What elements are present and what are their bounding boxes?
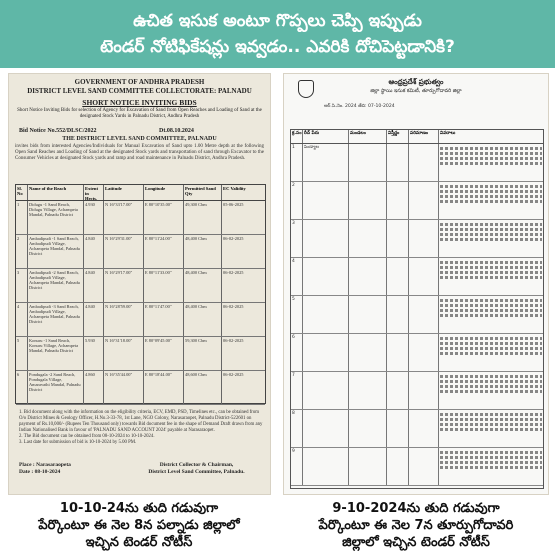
illegible-text-line xyxy=(440,428,542,431)
cell-no: 3 xyxy=(291,220,303,257)
cell-reach: Ambadipudi -2 Sand Reach, Ambadipudi Village, Achampeta Mandal, Palnadu District xyxy=(28,269,84,302)
cell-latitude: N 16°33'17.00" xyxy=(104,201,144,234)
cell-extent: 4.930 xyxy=(84,201,104,234)
illegible-text-line xyxy=(440,314,542,317)
east-godavari-tender-notice-image xyxy=(283,73,549,495)
illegible-text-line xyxy=(440,276,542,279)
table-row xyxy=(291,220,543,258)
cell-details xyxy=(439,144,543,181)
signatory-1: District Collector & Chairman, xyxy=(159,462,234,468)
cell-qty xyxy=(409,296,439,333)
place: Place : Narasaraopeta xyxy=(19,462,71,468)
cell-qty: 48,400 Cbm xyxy=(184,235,222,268)
illegible-text-line xyxy=(440,337,542,340)
headline-line-2: టెండర్ నోటిఫికేషన్లు ఇవ్వడం.. ఎవరికి దోచిపెట్టడానికి? xyxy=(100,37,455,57)
cell-mandal xyxy=(349,258,387,295)
caption-left-line-2: పేర్కొంటూ ఈ నెల 8న పల్నాడు జిల్లాలో xyxy=(38,518,240,533)
cell-mandal xyxy=(349,182,387,219)
cell-qty xyxy=(409,220,439,257)
caption-left xyxy=(0,500,278,551)
cell-no: 7 xyxy=(291,372,303,409)
signature-block xyxy=(129,462,264,476)
note-2: 2. The Bid document can be obtained from 08-10-2024 to 10-10-2024. xyxy=(19,434,155,439)
cell-ec: 06-02-2025 xyxy=(223,304,244,309)
signatory-2: District Level Sand Committee, Palnadu. xyxy=(148,469,245,475)
cell-sl: 3 xyxy=(16,269,28,302)
cell-details xyxy=(439,410,543,447)
cell-mandal xyxy=(349,144,387,181)
notice-subtitle-telugu: జిల్లా స్థాయి ఇసుక కమిటీ, తూర్పుగోదావరి జిల్లా xyxy=(370,88,462,94)
caption-right-line-1: 9-10-2024ను తుది గడువుగా xyxy=(332,501,500,516)
illegible-text-line xyxy=(440,423,542,426)
cell-longitude: E 80°10'35.00" xyxy=(144,201,184,234)
table-row xyxy=(16,303,265,337)
cell-details xyxy=(439,334,543,371)
cell-latitude: N 16°35'44.00" xyxy=(104,371,144,404)
cell-sl: 5 xyxy=(16,337,28,370)
cell-qty: 48,400 Cbm xyxy=(184,269,222,302)
cell-qty xyxy=(409,258,439,295)
illegible-text-line xyxy=(440,147,542,150)
notice-government: GOVERNMENT OF ANDHRA PRADESH xyxy=(74,78,205,86)
cell-latitude: N 16°28'59.00" xyxy=(104,303,144,336)
cell-reach: Didugu -1 Sand Reach, Didugu Village, Achampeta Mandal, Palnadu District xyxy=(28,201,84,234)
committee-name: THE DISTRICT LEVEL SAND COMMITTEE, PALNADU xyxy=(62,136,217,142)
cell-name: పెండ్యాల xyxy=(303,144,349,181)
illegible-text-line xyxy=(440,451,542,454)
table-row xyxy=(16,371,265,405)
cell-longitude: E 80°18'44.00" xyxy=(144,371,184,404)
illegible-text-line xyxy=(440,342,542,345)
col-name: రీచ్ పేరు xyxy=(303,130,349,143)
cell-details xyxy=(439,296,543,333)
table-header xyxy=(16,185,265,201)
note-3: 3. Last date for submission of bid is 10-10-2024 by 5.00 PM. xyxy=(19,440,137,445)
table-row xyxy=(16,269,265,303)
cell-no: 9 xyxy=(291,448,303,485)
col-longitude: Longitude xyxy=(144,185,184,200)
bid-date: Dt.08.10.2024 xyxy=(159,128,194,134)
table-row xyxy=(291,448,543,486)
illegible-text-line xyxy=(440,271,542,274)
cell-extent xyxy=(387,220,409,257)
cell-ec: 06-02-2025 xyxy=(223,338,244,343)
cell-no: 1 xyxy=(291,144,303,181)
table-header xyxy=(291,130,543,144)
col-extent: విస్తీర్ణం xyxy=(387,130,409,143)
illegible-text-line xyxy=(440,228,542,231)
col-latitude: Latitude xyxy=(104,185,144,200)
table-row xyxy=(16,235,265,269)
illegible-text-line xyxy=(440,185,542,188)
cell-extent: 4.840 xyxy=(84,269,104,302)
table-row xyxy=(291,144,543,182)
illegible-text-line xyxy=(440,466,542,469)
cell-mandal xyxy=(349,372,387,409)
cell-extent xyxy=(387,334,409,371)
cell-extent: 4.840 xyxy=(84,235,104,268)
headline-line-1: ఉచిత ఇసుక అంటూ గొప్పలు చెప్పి ఇప్పుడు xyxy=(133,11,422,31)
illegible-text-line xyxy=(440,352,542,355)
illegible-text-line xyxy=(440,299,542,302)
cell-reach: Konuru -1 Sand Reach, Konuru Village, Achampeta Mandal, Palnadu District xyxy=(28,337,84,370)
col-extent: Extent in Hects. xyxy=(84,185,104,200)
cell-ec: 06-02-2025 xyxy=(223,372,244,377)
cell-no: 2 xyxy=(291,182,303,219)
col-mandal: మండలం xyxy=(349,130,387,143)
cell-qty xyxy=(409,448,439,485)
cell-ec: 06-02-2025 xyxy=(223,236,244,241)
cell-no: 4 xyxy=(291,258,303,295)
col-ec: EC Validity xyxy=(223,186,246,191)
cell-extent xyxy=(387,182,409,219)
illegible-text-line xyxy=(440,309,542,312)
table-row xyxy=(291,182,543,220)
cell-extent xyxy=(387,144,409,181)
cell-ec: 06-02-2025 xyxy=(223,270,244,275)
cell-qty: 48,600 Cbm xyxy=(184,371,222,404)
illegible-text-line xyxy=(440,456,542,459)
notice-reference: ఆర్.సి.నెం. 2024 తేది: 07-10-2024 xyxy=(324,104,395,109)
cell-latitude: N 16°29'17.00" xyxy=(104,269,144,302)
cell-details xyxy=(439,220,543,257)
notice-notes xyxy=(19,410,264,446)
cell-name xyxy=(303,258,349,295)
table-row xyxy=(16,337,265,371)
illegible-text-line xyxy=(440,461,542,464)
cell-ec: 05-06-2025 xyxy=(223,202,244,207)
cell-details xyxy=(439,372,543,409)
illegible-text-line xyxy=(440,347,542,350)
cell-extent xyxy=(387,372,409,409)
cell-qty: 59,300 Cbm xyxy=(184,337,222,370)
illegible-text-line xyxy=(440,390,542,393)
notice-body: invites bids from interested Agencies/Individuals for Manual Excavation of Sand upto 1.00 Metre depth at the following Open Sand Reaches and Loading of Sand at the designated Stock yards and transportation of sand through Excavator to the Consumer Vehicles at designated Stock yards and ramp and road maintenance in Palnadu District, Andhra Pradesh. xyxy=(15,144,264,161)
cell-longitude: E 80°11'33.00" xyxy=(144,269,184,302)
bid-number: Bid Notice No.552/DLSC/2022 xyxy=(19,128,97,134)
col-sl: Sl. No xyxy=(16,185,28,200)
illegible-text-line xyxy=(440,385,542,388)
cell-longitude: E 80°11'47.00" xyxy=(144,303,184,336)
cell-latitude: N 16°29'31.00" xyxy=(104,235,144,268)
cell-extent xyxy=(387,448,409,485)
table-row xyxy=(291,372,543,410)
illegible-text-line xyxy=(440,418,542,421)
headline-banner xyxy=(0,0,555,68)
reaches-table xyxy=(15,184,266,404)
illegible-text-line xyxy=(440,157,542,160)
cell-extent xyxy=(387,410,409,447)
cell-qty xyxy=(409,410,439,447)
cell-no: 5 xyxy=(291,296,303,333)
cell-extent: 4.840 xyxy=(84,303,104,336)
cell-name xyxy=(303,372,349,409)
illegible-text-line xyxy=(440,200,542,203)
caption-left-line-3: ఇచ్చిన టెండర్ నోటీస్ xyxy=(85,535,193,550)
cell-extent xyxy=(387,296,409,333)
table-row xyxy=(291,258,543,296)
cell-extent: 5.930 xyxy=(84,337,104,370)
illegible-text-line xyxy=(440,304,542,307)
cell-qty: 48,400 Cbm xyxy=(184,303,222,336)
cell-reach: Pondugala -2 Sand Reach, Pondugala Village, Amaravathi Mandal, Palnadu District xyxy=(28,371,84,404)
reaches-table-telugu xyxy=(290,129,544,489)
cell-qty xyxy=(409,334,439,371)
cell-name xyxy=(303,410,349,447)
cell-mandal xyxy=(349,334,387,371)
illegible-text-line xyxy=(440,152,542,155)
palnadu-tender-notice-image xyxy=(8,73,271,495)
notice-title: SHORT NOTICE INVITING BIDS xyxy=(82,98,197,107)
illegible-text-line xyxy=(440,375,542,378)
caption-right xyxy=(277,500,555,551)
cell-sl: 6 xyxy=(16,371,28,404)
col-qty: పరిమాణం xyxy=(409,130,439,143)
caption-right-line-2: పేర్కొంటూ ఈ నెల 7న తూర్పుగోదావరి xyxy=(318,518,514,533)
cell-mandal xyxy=(349,448,387,485)
cell-name xyxy=(303,334,349,371)
illegible-text-line xyxy=(440,195,542,198)
cell-sl: 4 xyxy=(16,303,28,336)
illegible-text-line xyxy=(440,413,542,416)
cell-qty xyxy=(409,144,439,181)
cell-qty xyxy=(409,182,439,219)
cell-sl: 2 xyxy=(16,235,28,268)
table-row xyxy=(291,334,543,372)
cell-latitude: N 16°31'18.00" xyxy=(104,337,144,370)
col-details: వివరాలు xyxy=(440,131,456,136)
cell-longitude: E 80°11'24.00" xyxy=(144,235,184,268)
cell-longitude: E 80°09'45.00" xyxy=(144,337,184,370)
table-row xyxy=(291,410,543,448)
col-no: క్ర.సం xyxy=(291,130,303,143)
cell-details xyxy=(439,258,543,295)
table-row xyxy=(16,201,265,235)
cell-qty: 49,300 Cbm xyxy=(184,201,222,234)
cell-details xyxy=(439,448,543,485)
table-row xyxy=(291,296,543,334)
cell-extent: 4.860 xyxy=(84,371,104,404)
cell-no: 8 xyxy=(291,410,303,447)
cell-name xyxy=(303,220,349,257)
note-1: 1. Bid document along with the information on the eligibility criteria, ECV, EMD, PSD, Timelines etc., can be obtained from O/o District Mines & Geology Officer, H.No.3-33-78, 1st Lane, NGO Colony, Narasaraopet, Palnadu District-522601 on payment of Rs.10,000/- (Rupees Ten Thousand only) towards Bid document fee in the shape of Demand Draft drawn from any Indian Nationalised Bank in favour of 'PALNADU SAND ACCOUNT 2024' payable at Narasaraopet. xyxy=(19,410,263,433)
cell-mandal xyxy=(349,296,387,333)
illegible-text-line xyxy=(440,162,542,165)
illegible-text-line xyxy=(440,190,542,193)
cell-details xyxy=(439,182,543,219)
illegible-text-line xyxy=(440,233,542,236)
illegible-text-line xyxy=(440,266,542,269)
cell-mandal xyxy=(349,410,387,447)
notice-government-telugu: ఆంధ్రప్రదేశ్ ప్రభుత్వం xyxy=(388,78,444,86)
cell-name xyxy=(303,296,349,333)
illegible-text-line xyxy=(440,238,542,241)
cell-name xyxy=(303,448,349,485)
cell-reach: Ambadipudi -3 Sand Reach, Ambadipudi Village, Achampeta Mandal, Palnadu District xyxy=(28,303,84,336)
cell-no: 6 xyxy=(291,334,303,371)
illegible-text-line xyxy=(440,261,542,264)
illegible-text-line xyxy=(440,223,542,226)
caption-right-line-3: జిల్లాలో ఇచ్చిన టెండర్ నోటీస్ xyxy=(342,535,490,550)
cell-extent xyxy=(387,258,409,295)
cell-sl: 1 xyxy=(16,201,28,234)
notice-office: DISTRICT LEVEL SAND COMMITTEE COLLECTORATE: PALNADU xyxy=(27,87,252,95)
illegible-text-line xyxy=(440,380,542,383)
cell-reach: Ambadipudi -1 Sand Reach, Ambadipudi Village, Achampeta Mandal, Palnadu District xyxy=(28,235,84,268)
col-qty: Permitted Sand Qty xyxy=(184,185,222,200)
caption-left-line-1: 10-10-24ను తుది గడువుగా xyxy=(59,501,219,516)
footer-date: Date : 08-10-2024 xyxy=(19,469,61,475)
cell-name xyxy=(303,182,349,219)
cell-mandal xyxy=(349,220,387,257)
col-reach: Name of the Reach xyxy=(28,185,84,200)
notice-subtitle: Short Notice Inviting Bids for selection of Agency for Excavation of Sand from Open Reaches and Loading of Sand at the designated Stock Yards in Palnadu District, Andhra Pradesh xyxy=(17,108,262,119)
cell-qty xyxy=(409,372,439,409)
